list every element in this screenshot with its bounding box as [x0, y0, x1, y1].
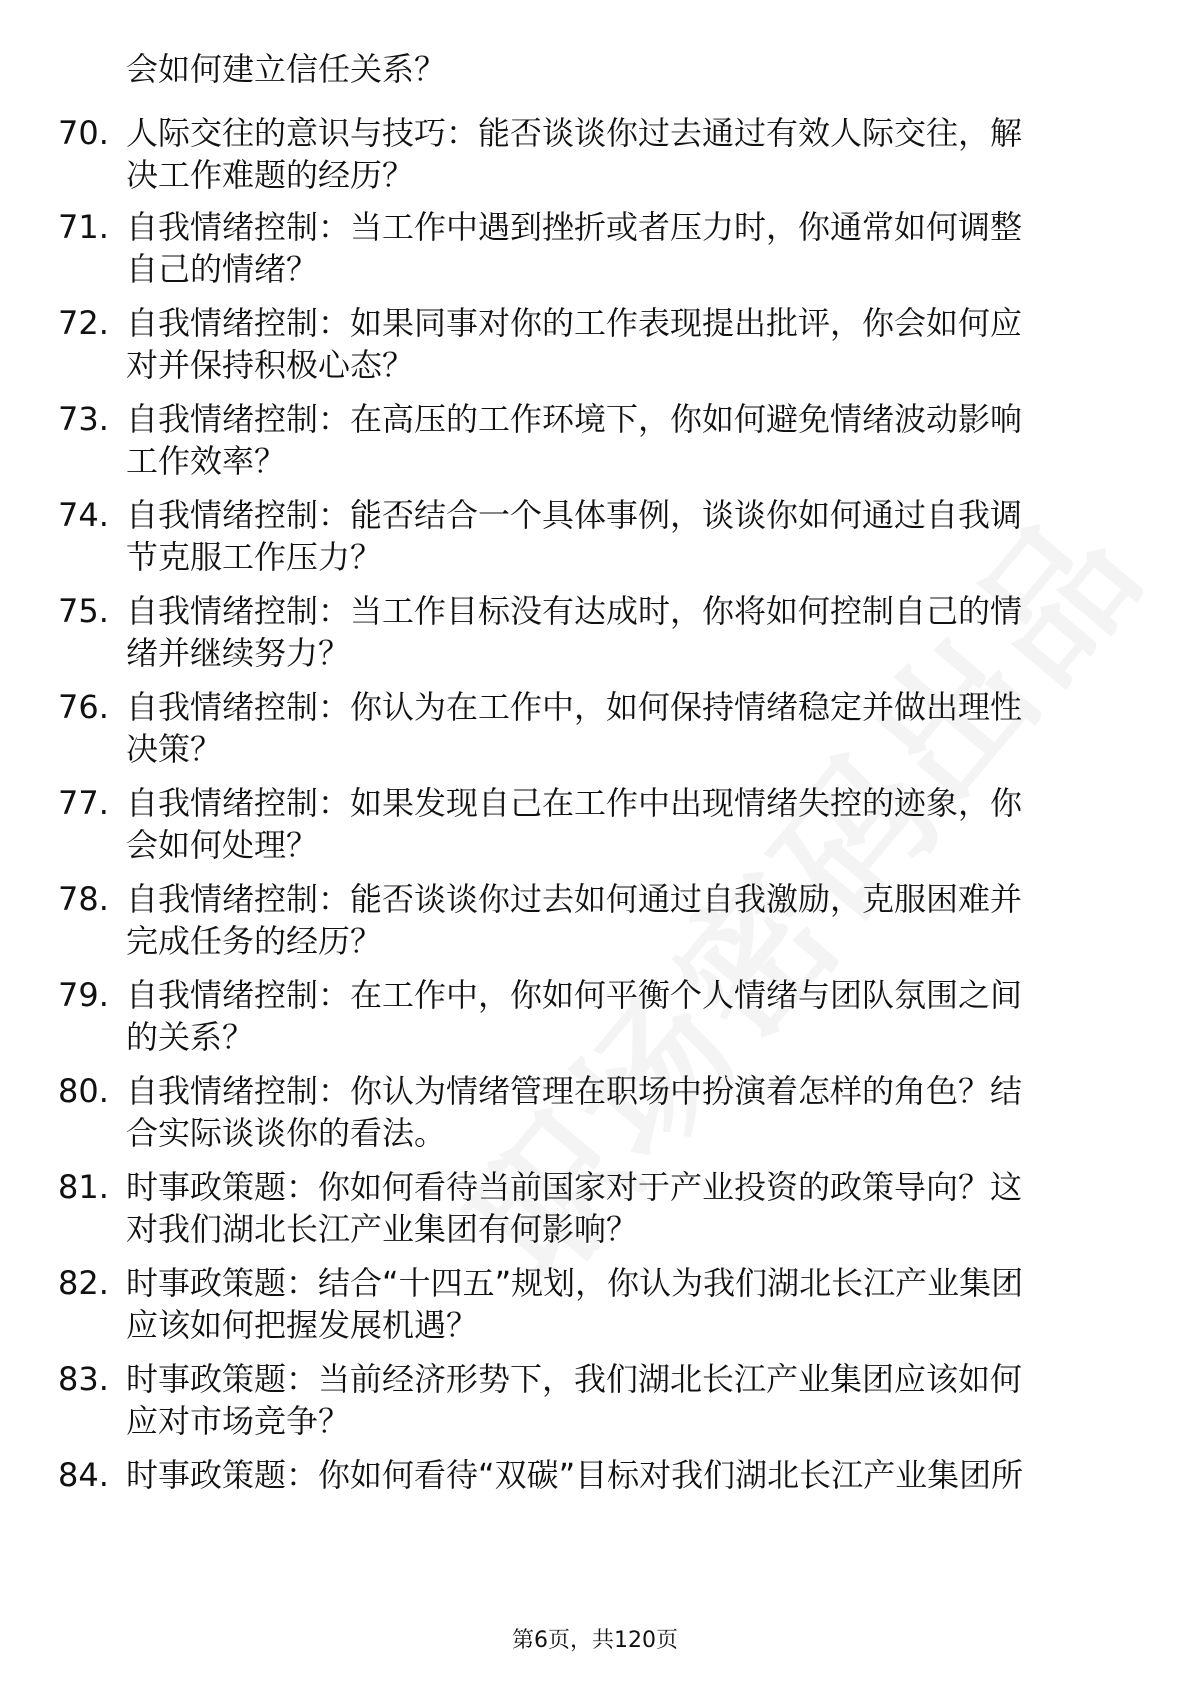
question-text-line: 工作效率？	[126, 442, 287, 480]
question-text-line: 完成任务的经历？	[126, 922, 383, 960]
question-number: 71.	[58, 208, 109, 246]
question-text-line: 自我情绪控制：你认为情绪管理在职场中扮演着怎样的角色？结	[126, 1072, 1023, 1110]
question-text-line: 对我们湖北长江产业集团有何影响？	[126, 1210, 639, 1248]
question-number: 76.	[58, 688, 109, 726]
question-text-line: 时事政策题：结合“十四五”规划，你认为我们湖北长江产业集团	[126, 1264, 1024, 1302]
question-text-line: 应对市场竞争？	[126, 1402, 351, 1440]
question-text-line: 自我情绪控制：能否结合一个具体事例，谈谈你如何通过自我调	[126, 496, 1023, 534]
page-number: 第6页，共120页	[512, 1628, 678, 1653]
question-text-line: 时事政策题：当前经济形势下，我们湖北长江产业集团应该如何	[126, 1360, 1023, 1398]
question-text-line: 合实际谈谈你的看法。	[126, 1114, 447, 1152]
question-number: 78.	[58, 880, 109, 918]
question-number: 79.	[58, 976, 109, 1014]
question-text-line: 自我情绪控制：你认为在工作中，如何保持情绪稳定并做出理性	[126, 688, 1023, 726]
question-number: 84.	[58, 1456, 109, 1494]
question-number: 75.	[58, 592, 109, 630]
question-number: 73.	[58, 400, 109, 438]
question-text-line: 决策？	[126, 730, 223, 768]
question-text-line: 决工作难题的经历？	[126, 156, 415, 194]
question-text-line: 绪并继续努力？	[126, 634, 351, 672]
question-number: 83.	[58, 1360, 109, 1398]
question-number: 70.	[58, 114, 109, 152]
question-number: 77.	[58, 784, 109, 822]
question-text-line: 时事政策题：你如何看待当前国家对于产业投资的政策导向？这	[126, 1168, 1023, 1206]
question-text-line: 自己的情绪？	[126, 250, 319, 288]
question-text-line: 时事政策题：你如何看待“双碳”目标对我们湖北长江产业集团所	[126, 1456, 1024, 1494]
question-number: 80.	[58, 1072, 109, 1110]
question-text-line: 自我情绪控制：当工作目标没有达成时，你将如何控制自己的情	[126, 592, 1023, 630]
question-text-line: 人际交往的意识与技巧：能否谈谈你过去通过有效人际交往，解	[126, 114, 1023, 152]
question-text-line: 会如何建立信任关系？	[126, 50, 447, 88]
question-text-line: 的关系？	[126, 1018, 255, 1056]
question-text-line: 自我情绪控制：当工作中遇到挫折或者压力时，你通常如何调整	[126, 208, 1023, 246]
question-text-line: 自我情绪控制：在工作中，你如何平衡个人情绪与团队氛围之间	[126, 976, 1023, 1014]
question-text-line: 会如何处理？	[126, 826, 319, 864]
question-text-line: 对并保持积极心态？	[126, 346, 415, 384]
question-number: 74.	[58, 496, 109, 534]
question-text-line: 自我情绪控制：如果发现自己在工作中出现情绪失控的迹象，你	[126, 784, 1023, 822]
question-text-line: 自我情绪控制：如果同事对你的工作表现提出批评，你会如何应	[126, 304, 1023, 342]
question-text-line: 自我情绪控制：能否谈谈你过去如何通过自我激励，克服困难并	[126, 880, 1023, 918]
question-number: 82.	[58, 1264, 109, 1302]
question-number: 72.	[58, 304, 109, 342]
question-text-line: 节克服工作压力？	[126, 538, 383, 576]
question-number: 81.	[58, 1168, 109, 1206]
question-text-line: 应该如何把握发展机遇？	[126, 1306, 479, 1344]
question-text-line: 自我情绪控制：在高压的工作环境下，你如何避免情绪波动影响	[126, 400, 1023, 438]
